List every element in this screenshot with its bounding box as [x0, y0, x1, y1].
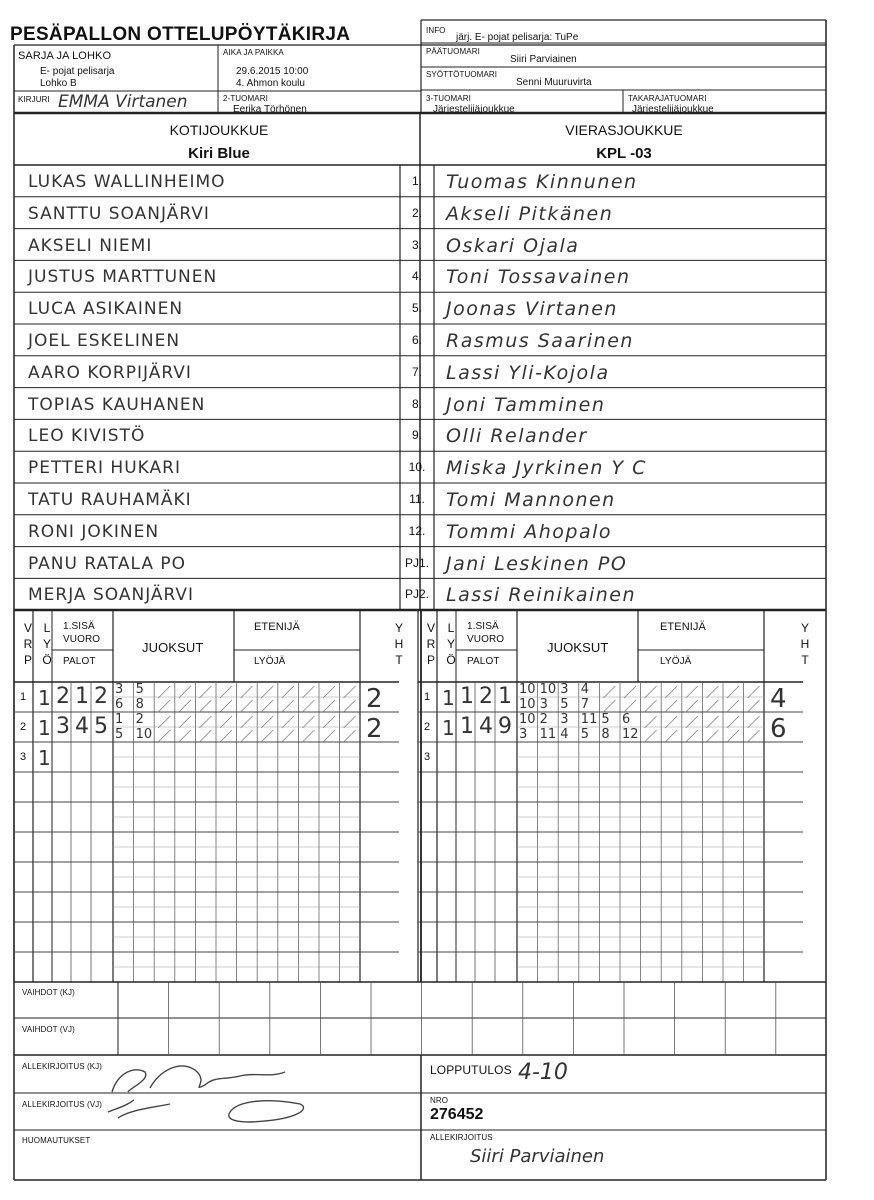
lyo-value: 1 [38, 686, 51, 710]
run-value-bottom: 10 [135, 727, 153, 742]
run-value-top: 4 [580, 682, 590, 697]
away-team-name: KPL -03 [596, 145, 652, 162]
away-player-name: Tomi Mannonen [446, 489, 616, 511]
paatuomari-value: Siiri Parviainen [510, 54, 577, 65]
away-player-name: Rasmus Saarinen [446, 330, 634, 352]
vaihdot-kj-label: VAIHDOT (KJ) [22, 988, 75, 997]
roster-number: 9. [411, 428, 422, 443]
home-player-name: PANU RATALA PO [28, 553, 187, 574]
away-player-name: Joonas Virtanen [446, 298, 618, 321]
run-value-bottom: 5 [115, 727, 124, 742]
palot-value: 1 [498, 684, 512, 709]
lyo-value: 1 [38, 746, 51, 770]
palot-value: 5 [94, 714, 108, 739]
palot-header-away: PALOT [467, 656, 500, 667]
run-value-top: 6 [622, 712, 631, 727]
sisa-header-away: 1.SISÄ [467, 621, 499, 632]
sarja-value-2: Lohko B [40, 78, 77, 89]
yht-header-away: Y H T [800, 621, 810, 667]
run-value-top: 2 [135, 712, 144, 727]
period-total: 2 [366, 714, 383, 744]
home-player-name: AKSELI NIEMI [28, 235, 153, 256]
run-value-top: 5 [601, 712, 610, 727]
home-team-label: KOTIJOUKKUE [169, 122, 269, 138]
away-player-name: Tommi Ahopalo [446, 520, 612, 543]
home-player-name: LEO KIVISTÖ [28, 426, 146, 447]
lyoja-header-home: LYÖJÄ [254, 656, 286, 667]
home-player-name: MERJA SOANJÄRVI [28, 585, 195, 606]
sarja-label: SARJA JA LOHKO [18, 50, 112, 62]
run-value-top: 2 [539, 712, 548, 727]
away-player-name: Toni Tossavainen [446, 266, 631, 289]
away-player-name: Olli Relander [446, 425, 588, 448]
takara-value: Järjestelijäjoukkue [632, 104, 714, 115]
palot-value: 2 [56, 684, 70, 709]
run-value-bottom: 3 [519, 727, 528, 742]
run-value-top: 3 [560, 712, 569, 727]
run-value-top: 5 [135, 682, 144, 697]
away-team-label: VIERASJOUKKUE [565, 122, 683, 138]
allekirjoitus-kj-label: ALLEKIRJOITUS (KJ) [22, 1062, 103, 1071]
roster-number: 7. [411, 364, 422, 379]
nro-label: NRO [430, 1096, 449, 1105]
info-label: INFO [426, 26, 446, 35]
away-player-name: Miska Jyrkinen Y C [446, 457, 647, 480]
lopputulos-value: 4-10 [518, 1060, 568, 1085]
away-player-name: Jani Leskinen PO [446, 552, 628, 575]
home-player-name: LUKAS WALLINHEIMO [28, 172, 226, 192]
run-value-bottom: 11 [539, 727, 557, 742]
palot-value: 1 [460, 684, 474, 709]
period-total: 4 [770, 684, 787, 714]
run-value-bottom: 6 [115, 697, 124, 712]
roster-number: 8. [411, 396, 422, 411]
tuomari3-label: 3-TUOMARI [426, 94, 471, 103]
lyoja-header-away: LYÖJÄ [660, 656, 692, 667]
run-value-bottom: 3 [539, 697, 548, 712]
referee-signature: Siiri Parviainen [470, 1146, 605, 1167]
run-value-bottom: 8 [135, 697, 144, 712]
roster-number: 6. [411, 333, 422, 347]
lyo-value: 1 [442, 716, 455, 740]
run-value-top: 3 [560, 682, 569, 697]
home-player-name: TATU RAUHAMÄKI [28, 490, 192, 510]
run-value-bottom: 4 [560, 727, 569, 742]
tuomari2-label: 2-TUOMARI [223, 94, 268, 103]
roster-number: 3. [411, 237, 422, 252]
period-number: 2 [424, 721, 431, 733]
yht-header-home: Y H T [394, 621, 404, 667]
roster-number: 2. [411, 205, 422, 220]
period-number: 3 [20, 751, 27, 763]
away-player-name: Tuomas Kinnunen [446, 171, 638, 193]
syottotuomari-label: SYÖTTÖTUOMARI [426, 70, 498, 79]
roster-number: PJ1. [404, 555, 429, 570]
palot-value: 9 [498, 714, 512, 739]
run-value-bottom: 7 [580, 697, 590, 712]
kirjuri-value: EMMA Virtanen [58, 92, 188, 112]
run-value-top: 10 [519, 682, 536, 697]
vrp-header-away: V R P [426, 621, 436, 667]
roster-number: PJ2. [404, 587, 429, 602]
period-total: 2 [366, 684, 383, 714]
home-team-name: Kiri Blue [188, 145, 250, 162]
lyo-value: 1 [38, 716, 51, 740]
period-number: 1 [424, 691, 431, 703]
home-player-name: JUSTUS MARTTUNEN [28, 267, 218, 288]
away-player-name: Lassi Yli-Kojola [446, 361, 610, 384]
aika-value-2: 4. Ahmon koulu [236, 78, 305, 89]
roster-number: 11. [409, 492, 425, 506]
lopputulos-label: LOPPUTULOS [430, 1063, 512, 1077]
palot-value: 2 [479, 684, 493, 709]
run-value-bottom: 8 [601, 727, 610, 742]
vaihdot-vj-label: VAIHDOT (VJ) [22, 1025, 75, 1034]
run-value-bottom: 5 [580, 727, 590, 742]
vrp-header-home: V R P [23, 621, 33, 667]
home-player-name: JOEL ESKELINEN [28, 331, 181, 351]
aika-value-1: 29.6.2015 10:00 [236, 66, 309, 77]
nro-value: 276452 [430, 1106, 484, 1123]
roster-number: 4. [411, 269, 422, 284]
home-player-name: LUCA ASIKAINEN [28, 299, 184, 320]
paatuomari-label: PÄÄTUOMARI [426, 47, 480, 56]
home-player-name: SANTTU SOANJÄRVI [28, 203, 210, 224]
run-value-top: 10 [539, 682, 557, 697]
home-player-name: PETTERI HUKARI [28, 458, 181, 479]
period-total: 6 [770, 714, 787, 744]
palot-value: 3 [56, 714, 70, 739]
away-player-name: Akseli Pitkänen [446, 202, 614, 225]
period-number: 3 [424, 751, 431, 763]
run-value-top: 1 [115, 712, 124, 727]
home-player-name: AARO KORPIJÄRVI [28, 362, 192, 383]
run-value-bottom: 10 [519, 697, 536, 712]
palot-value: 4 [479, 714, 493, 739]
info-value: järj. E- pojat pelisarja: TuPe [456, 32, 579, 43]
palot-value: 1 [75, 684, 89, 709]
takara-label: TAKARAJATUOMARI [628, 94, 707, 103]
huomautukset-label: HUOMAUTUKSET [22, 1136, 91, 1145]
away-player-name: Lassi Reinikainen [446, 584, 637, 607]
vuoro-header-home: VUORO [63, 634, 101, 645]
etenija-header-home: ETENIJÄ [254, 621, 300, 633]
lyo-header-away: L Y Ö [446, 621, 456, 667]
allekirjoitus-vj-label: ALLEKIRJOITUS (VJ) [22, 1100, 103, 1109]
run-value-top: 10 [519, 712, 536, 727]
lyo-value: 1 [442, 686, 455, 710]
form-title: PESÄPALLON OTTELUPÖYTÄKIRJA [10, 24, 351, 45]
away-player-name: Joni Tamminen [446, 393, 606, 416]
palot-value: 4 [75, 714, 89, 739]
sisa-header-home: 1.SISÄ [63, 621, 95, 632]
juoksut-header-home: JUOKSUT [142, 640, 204, 655]
juoksut-header-away: JUOKSUT [547, 640, 609, 655]
run-value-bottom: 5 [560, 697, 569, 712]
run-value-top: 3 [115, 682, 124, 697]
syottotuomari-value: Senni Muuruvirta [516, 77, 592, 88]
lyo-header-home: L Y Ö [42, 621, 52, 667]
palot-value: 1 [460, 714, 474, 739]
aika-label: AIKA JA PAIKKA [223, 48, 284, 57]
run-value-top: 11 [580, 712, 598, 727]
roster-number: 10. [408, 460, 426, 475]
tuomari2-value: Eerika Törhönen [233, 104, 307, 115]
away-player-name: Oskari Ojala [446, 234, 580, 257]
period-number: 1 [20, 691, 27, 703]
roster-number: 5. [411, 301, 422, 316]
home-player-name: TOPIAS KAUHANEN [28, 394, 206, 415]
period-number: 2 [20, 721, 27, 733]
roster-number: 12. [408, 523, 426, 538]
home-player-name: RONI JOKINEN [28, 521, 160, 542]
kirjuri-label: KIRJURI [18, 95, 50, 104]
tuomari3-value: Järjestelijäjoukkue [433, 104, 515, 115]
run-value-bottom: 12 [622, 727, 639, 742]
sarja-value-1: E- pojat pelisarja [40, 66, 115, 77]
vuoro-header-away: VUORO [467, 634, 505, 645]
palot-value: 2 [94, 684, 108, 709]
allekirjoitus-label: ALLEKIRJOITUS [430, 1133, 493, 1142]
roster-number: 1. [411, 174, 422, 188]
palot-header-home: PALOT [63, 656, 96, 667]
etenija-header-away: ETENIJÄ [660, 621, 706, 633]
